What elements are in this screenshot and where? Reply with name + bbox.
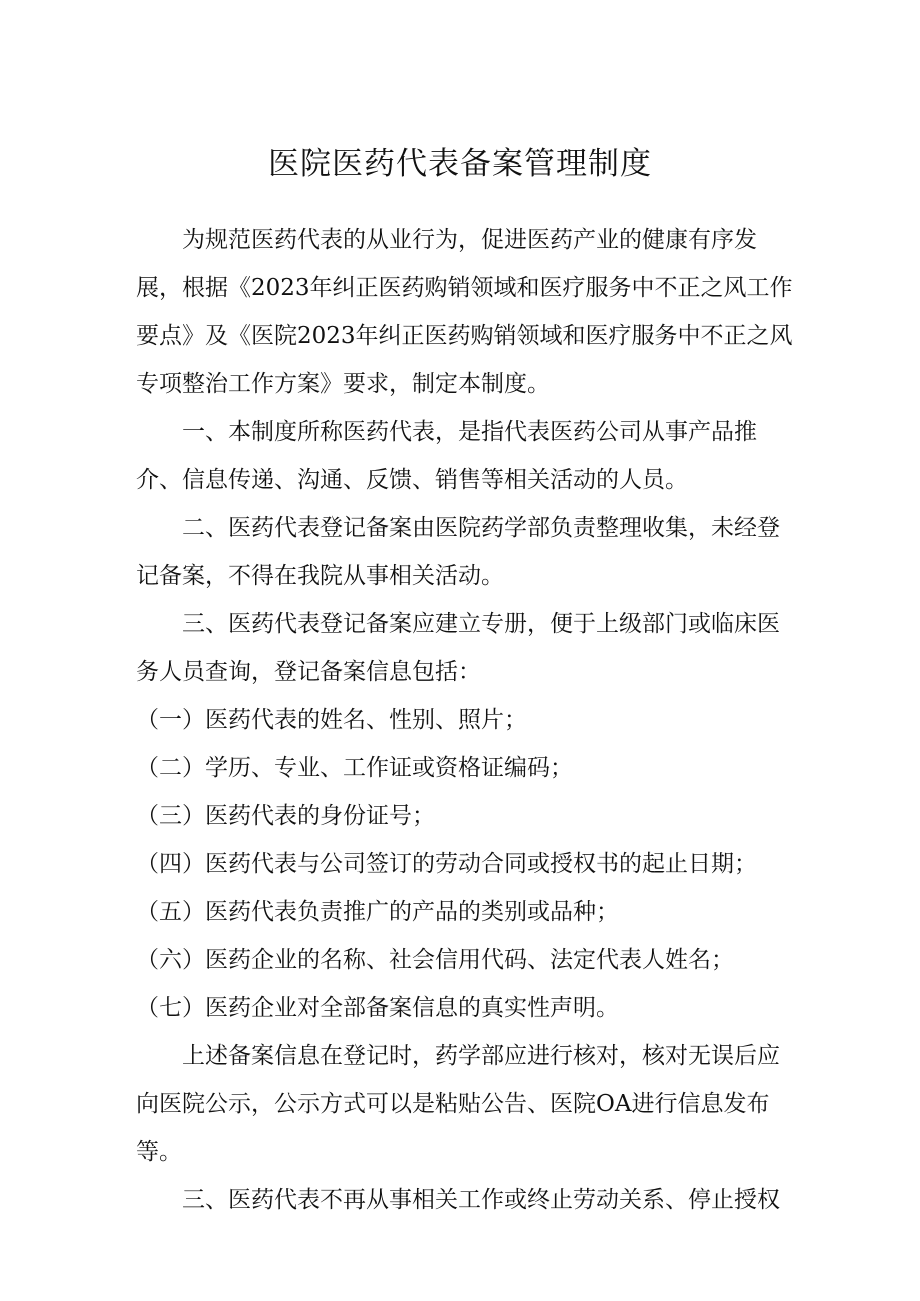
list-item: （四）医药代表与公司签订的劳动合同或授权书的起止日期； — [136, 851, 757, 877]
paragraph-article-2: 二、医药代表登记备案由医院药学部负责整理收集，未经登记备案，不得在我院从事相关活动。 — [136, 515, 780, 589]
paragraph-article-3: 三、医药代表登记备案应建立专册，便于上级部门或临床医务人员查询，登记备案信息包括： — [136, 611, 780, 685]
list-item: （七）医药企业对全部备案信息的真实性声明。 — [136, 995, 619, 1021]
paragraph-article-next: 三、医药代表不再从事相关工作或终止劳动关系、停止授权 — [182, 1187, 780, 1213]
paragraph-intro: 为规范医药代表的从业行为，促进医药产业的健康有序发展，根据《2023年纠正医药购销领域和医疗服务中不正之风工作要点》及《医院2023年纠正医药购销领域和医疗服务中不正之风专项整治工作方案》要求，制定本制度。 — [136, 227, 793, 397]
list-item: （三）医药代表的身份证号； — [136, 803, 435, 829]
list-item: （五）医药代表负责推广的产品的类别或品种； — [136, 899, 619, 925]
list-item: （六）医药企业的名称、社会信用代码、法定代表人姓名； — [136, 947, 734, 973]
paragraph-verification: 上述备案信息在登记时，药学部应进行核对，核对无误后应向医院公示，公示方式可以是粘贴公告、医院OA进行信息发布等。 — [136, 1043, 780, 1165]
list-item: （二）学历、专业、工作证或资格证编码； — [136, 755, 573, 781]
document-body — [136, 216, 796, 1224]
list-item: （一）医药代表的姓名、性别、照片； — [136, 707, 527, 733]
paragraph-article-1: 一、本制度所称医药代表，是指代表医药公司从事产品推介、信息传递、沟通、反馈、销售等相关活动的人员。 — [136, 419, 757, 493]
document-title: 医院医药代表备案管理制度 — [268, 146, 652, 182]
